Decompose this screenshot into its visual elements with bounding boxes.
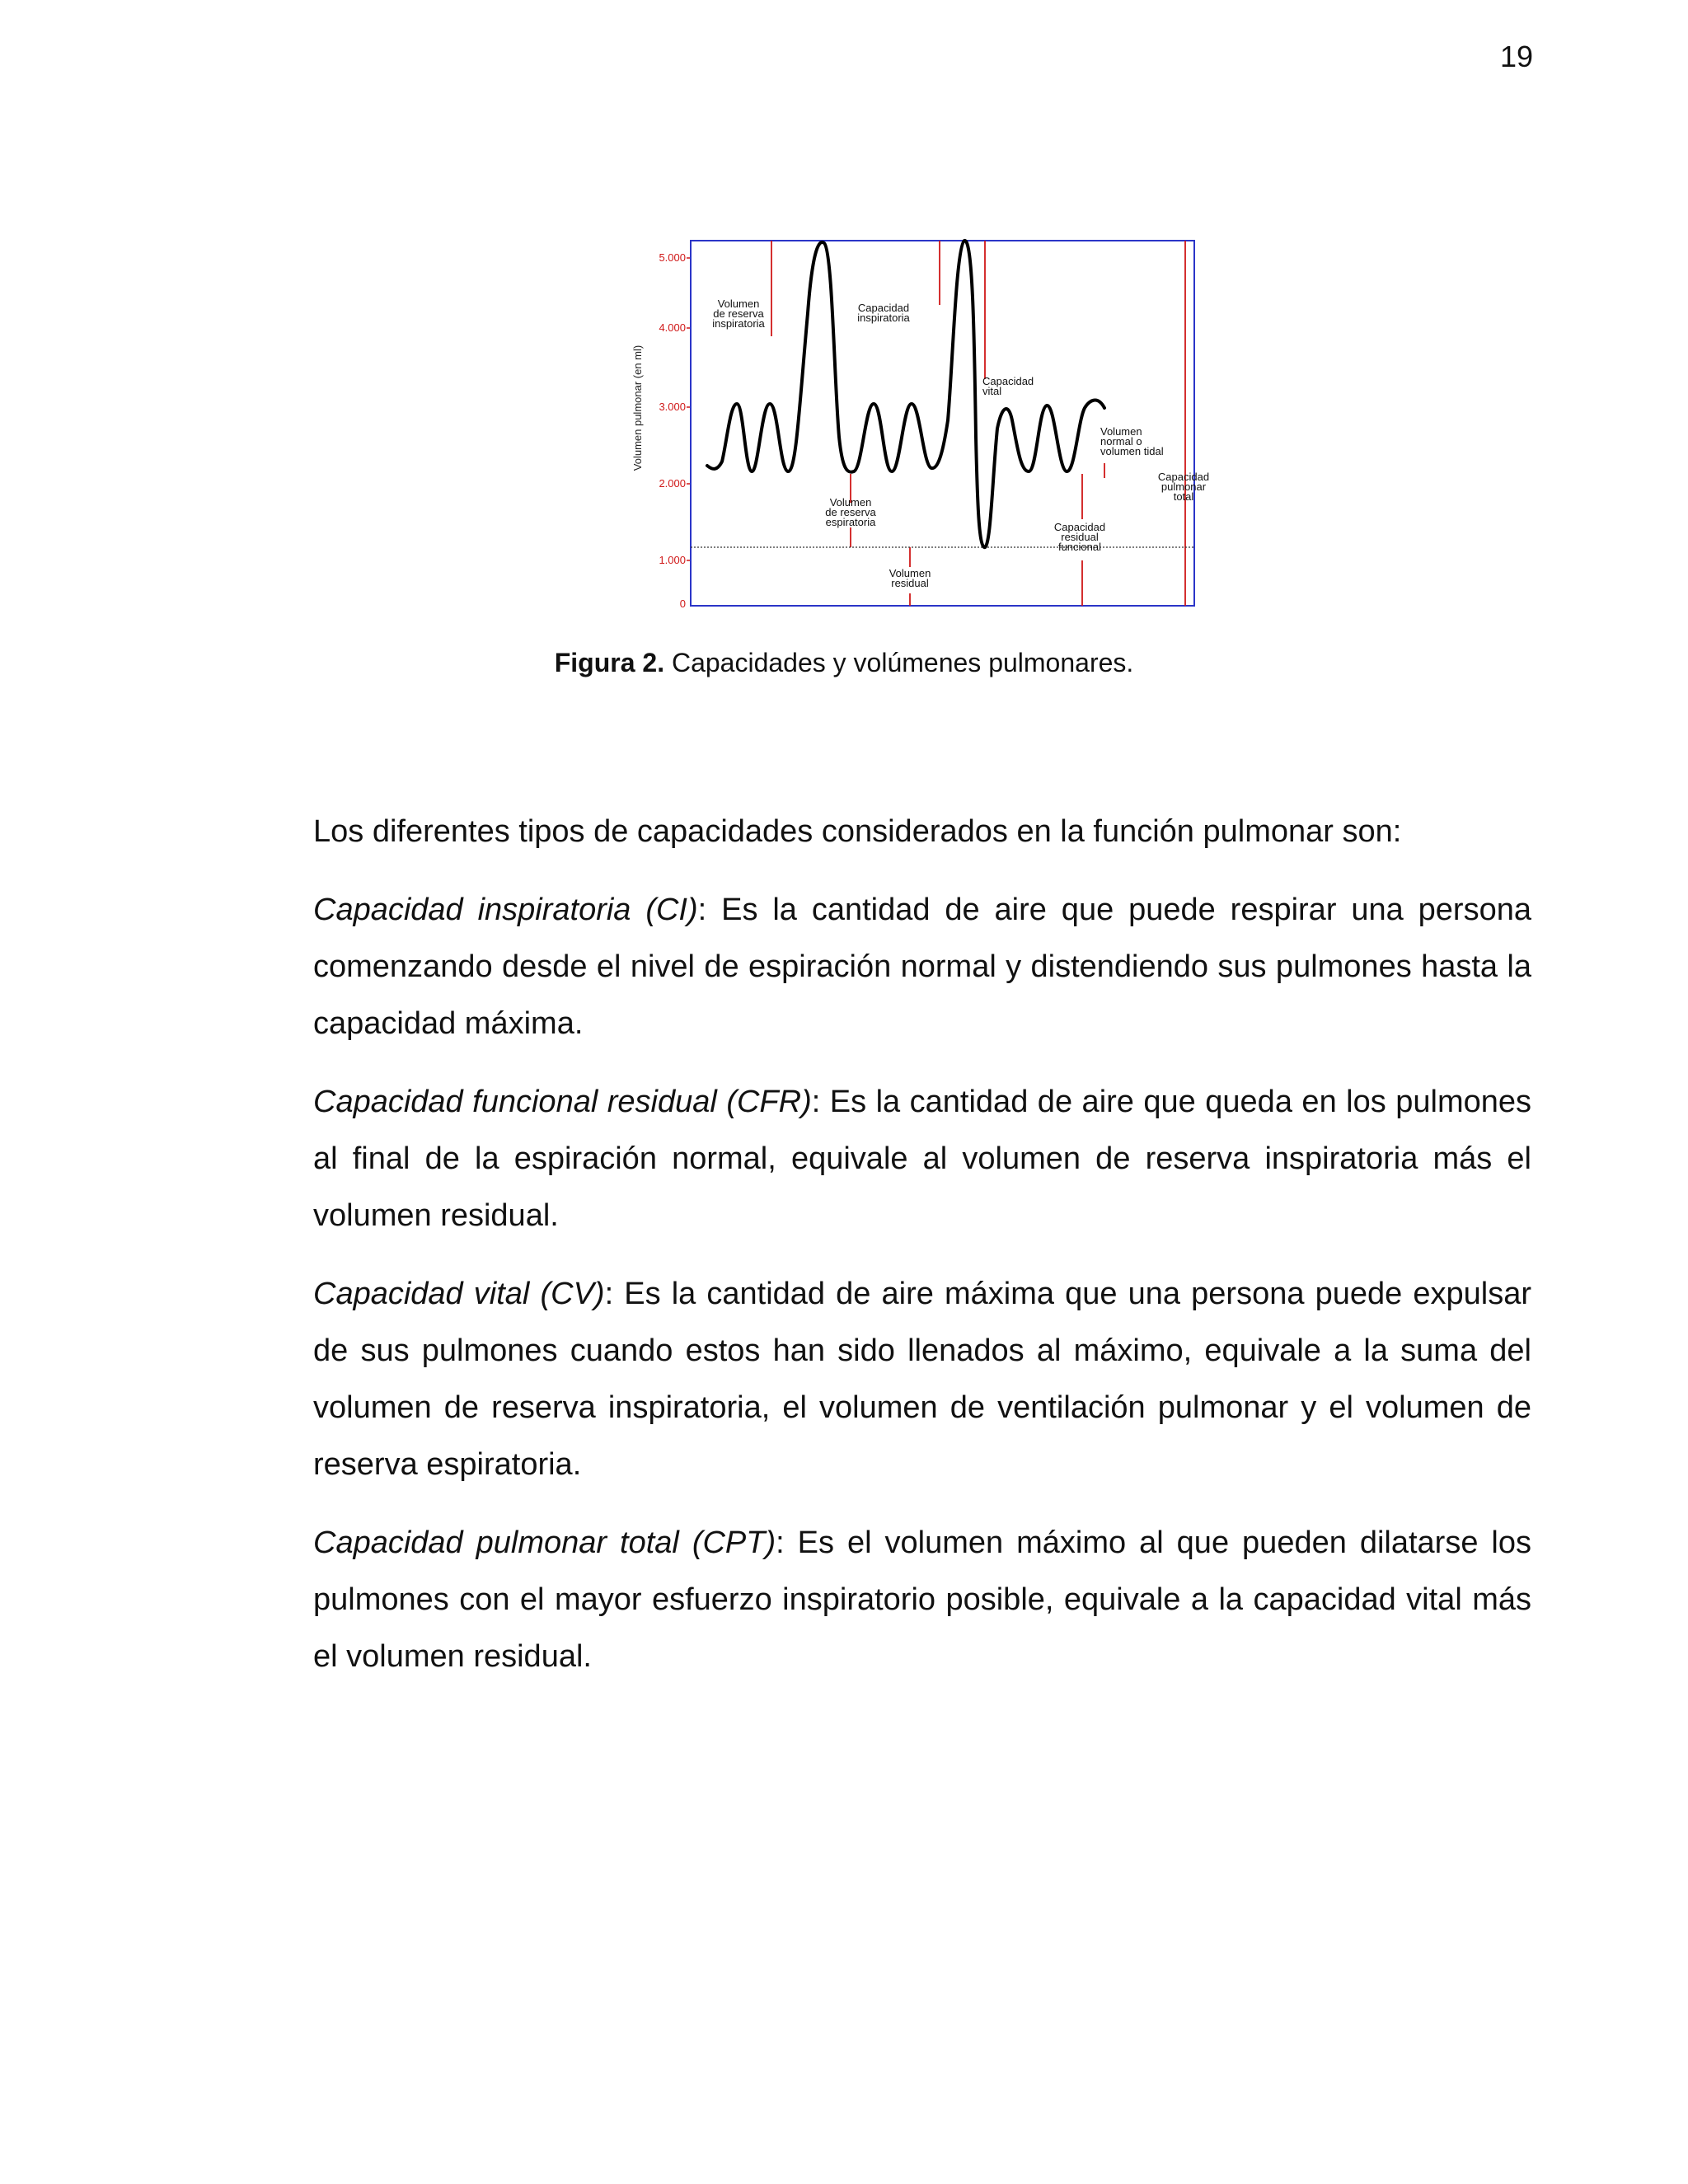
svg-text:volumen tidal: volumen tidal xyxy=(1100,445,1164,457)
paragraph-cpt xyxy=(313,1515,1531,1685)
figure-caption xyxy=(0,648,1688,678)
intro-paragraph: Los diferentes tipos de capacidades considerados en la función pulmonar son: xyxy=(313,814,1402,849)
y-axis-label: Volumen pulmonar (en ml) xyxy=(631,344,644,471)
svg-text:de reserva: de reserva xyxy=(825,506,876,518)
y-tick: 1.000 xyxy=(659,554,686,566)
svg-text:de reserva: de reserva xyxy=(713,307,764,320)
svg-text:Capacidad: Capacidad xyxy=(1053,521,1106,533)
svg-text:pulmonar: pulmonar xyxy=(1160,480,1207,493)
svg-text:normal o: normal o xyxy=(1100,435,1142,448)
definition: : Es la cantidad de aire que puede respirar una persona comenzando desde el nivel de espiración normal y distendiendo sus pulmones hasta la capacidad máxima. xyxy=(313,893,1531,1041)
svg-text:Volumen: Volumen xyxy=(717,298,760,310)
label-cpt xyxy=(1158,471,1209,503)
y-tick: 0 xyxy=(679,598,686,610)
label-vre xyxy=(825,496,876,528)
paragraph-cv xyxy=(313,1266,1531,1493)
label-vt xyxy=(1100,425,1164,457)
svg-text:inspiratoria: inspiratoria xyxy=(857,312,910,324)
svg-text:espiratoria: espiratoria xyxy=(825,516,876,528)
y-tick: 2.000 xyxy=(659,477,686,490)
label-vri xyxy=(712,298,765,330)
svg-text:Capacidad: Capacidad xyxy=(1157,471,1210,483)
svg-text:Volumen: Volumen xyxy=(1100,425,1142,438)
term: Capacidad vital (CV) xyxy=(313,1277,605,1311)
svg-text:inspiratoria: inspiratoria xyxy=(712,317,765,330)
definition: : Es la cantidad de aire máxima que una persona puede expulsar de sus pulmones cuando estos han sido llenados al máximo, equivale a la suma del volumen de reserva inspiratoria, el volumen de ventilación pulmonar y el volumen de reserva espiratoria. xyxy=(313,1277,1531,1482)
svg-text:Volumen: Volumen xyxy=(829,496,872,509)
svg-text:Capacidad: Capacidad xyxy=(982,375,1034,387)
page-number: 19 xyxy=(1499,40,1533,73)
svg-text:vital: vital xyxy=(982,385,1002,397)
svg-text:funcional: funcional xyxy=(1057,541,1102,553)
svg-text:total: total xyxy=(1173,490,1194,503)
spirometry-figure xyxy=(626,231,1220,618)
paragraph-cfr xyxy=(313,1074,1531,1244)
term: Capacidad funcional residual (CFR) xyxy=(313,1085,812,1119)
y-tick: 3.000 xyxy=(659,401,686,413)
y-tick: 5.000 xyxy=(659,251,686,264)
label-crf xyxy=(1054,521,1105,553)
definition: : Es el volumen máximo al que pueden dilatarse los pulmones con el mayor esfuerzo inspiratorio posible, equivale a la capacidad vital más el volumen residual. xyxy=(313,1526,1531,1674)
label-cv xyxy=(982,375,1034,397)
paragraph-ci xyxy=(313,882,1531,1052)
svg-text:residual: residual xyxy=(891,577,929,589)
marker-lines xyxy=(771,241,1185,606)
body-text xyxy=(313,804,1531,1707)
svg-text:Volumen: Volumen xyxy=(889,567,931,579)
breathing-trace xyxy=(707,241,1104,547)
svg-text:Capacidad: Capacidad xyxy=(857,302,910,314)
definition: : Es la cantidad de aire que queda en los pulmones al final de la espiración normal, equivale al volumen de reserva inspiratoria más el volumen residual. xyxy=(313,1085,1532,1233)
caption-text: Capacidades y volúmenes pulmonares. xyxy=(664,648,1134,677)
caption-label: Figura 2. xyxy=(554,648,665,677)
label-ci xyxy=(857,302,910,324)
chart-frame xyxy=(691,241,1194,606)
term: Capacidad pulmonar total (CPT) xyxy=(313,1526,776,1560)
term: Capacidad inspiratoria (CI) xyxy=(313,893,698,927)
y-tick: 4.000 xyxy=(659,321,686,334)
svg-text:residual: residual xyxy=(1061,531,1099,543)
y-ticks xyxy=(659,251,686,610)
label-vr xyxy=(889,567,931,589)
